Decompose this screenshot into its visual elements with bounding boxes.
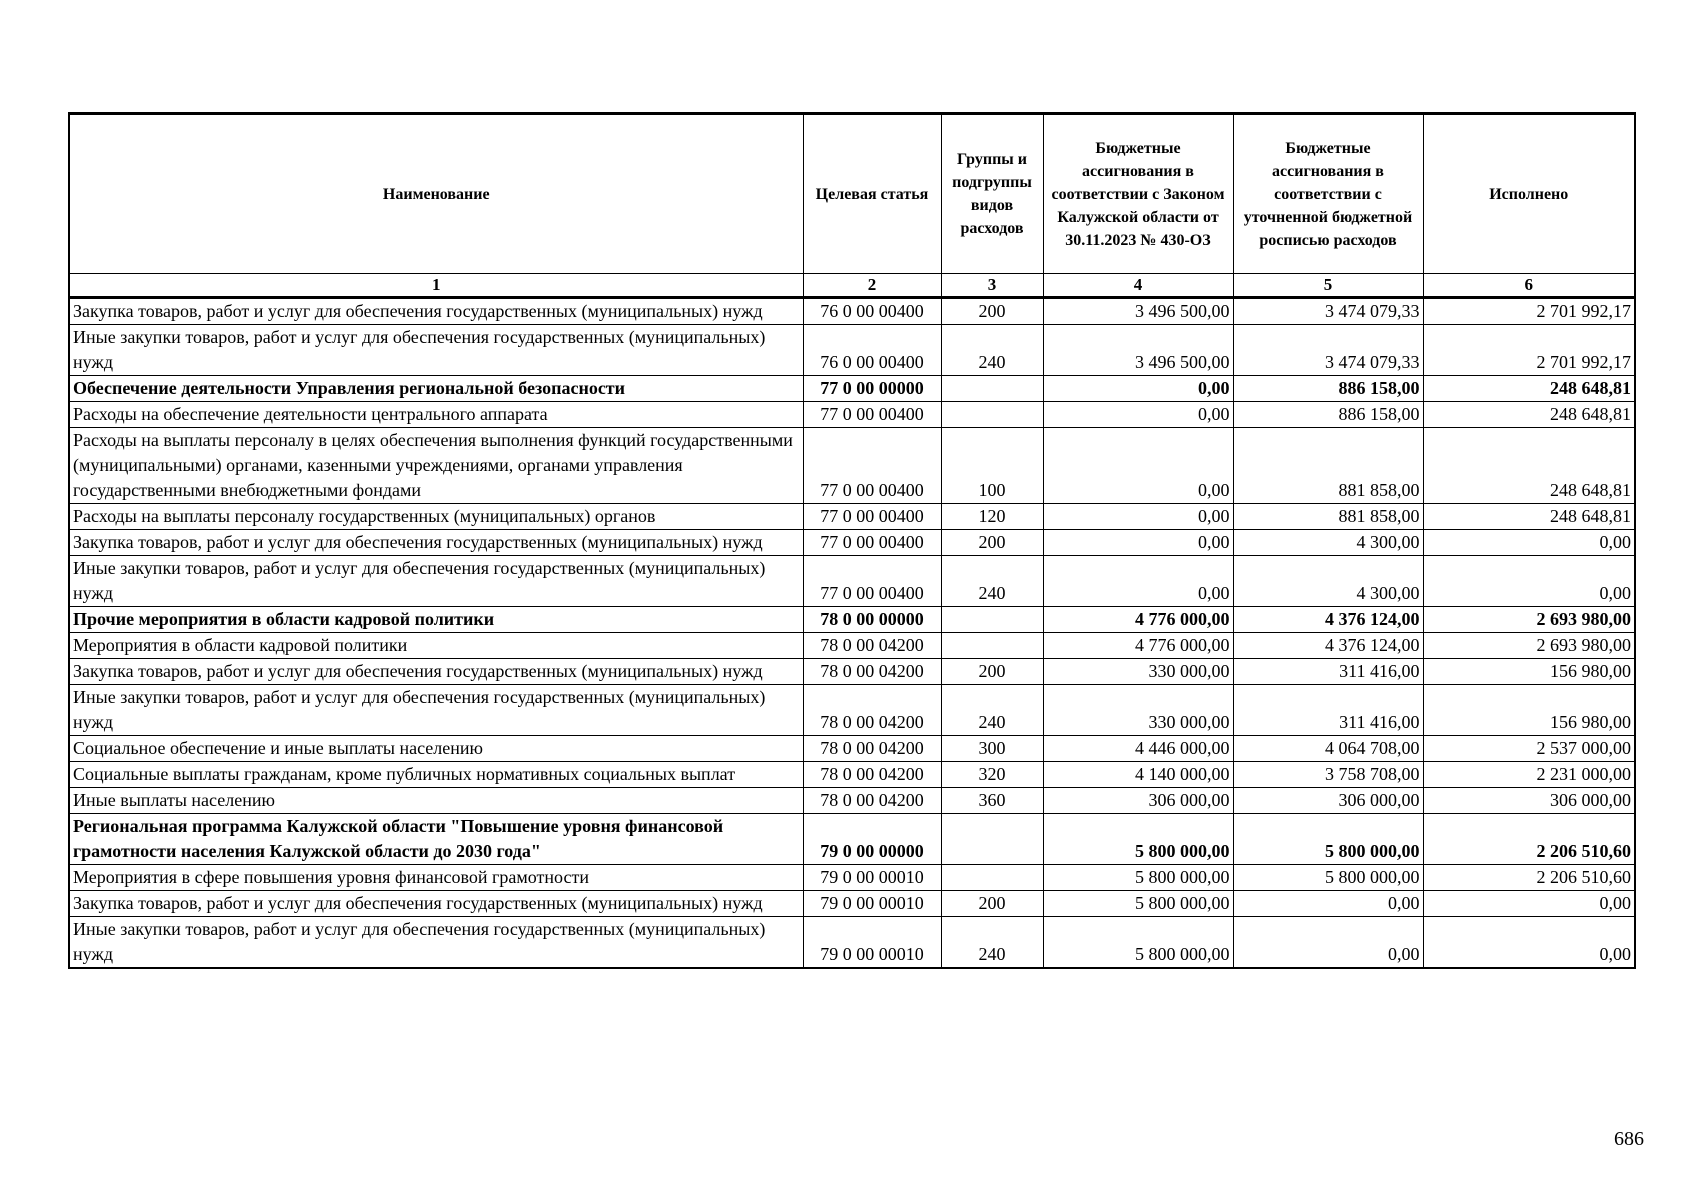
cell-target-article: 79 0 00 00010 (803, 891, 941, 917)
cell-executed: 2 537 000,00 (1423, 736, 1635, 762)
cell-name: Мероприятия в области кадровой политики (69, 633, 803, 659)
cell-expense-group (941, 633, 1043, 659)
cell-target-article: 78 0 00 04200 (803, 788, 941, 814)
column-number: 2 (803, 274, 941, 298)
cell-refined-allocation: 5 800 000,00 (1233, 814, 1423, 865)
cell-name: Социальные выплаты гражданам, кроме публичных нормативных социальных выплат (69, 762, 803, 788)
cell-name: Расходы на выплаты персоналу в целях обеспечения выполнения функций государственными (муниципальными) органами, казенными учреждениями, органами управления государственными внебюджетными фондами (69, 428, 803, 504)
cell-law-allocation: 5 800 000,00 (1043, 891, 1233, 917)
cell-target-article: 78 0 00 04200 (803, 659, 941, 685)
column-number-row (69, 274, 1635, 298)
table-row (69, 376, 1635, 402)
page-number: 686 (1614, 1128, 1644, 1150)
table-row (69, 917, 1635, 969)
cell-target-article: 79 0 00 00010 (803, 917, 941, 969)
cell-expense-group: 120 (941, 504, 1043, 530)
cell-name: Социальное обеспечение и иные выплаты населению (69, 736, 803, 762)
cell-refined-allocation: 3 474 079,33 (1233, 325, 1423, 376)
cell-law-allocation: 0,00 (1043, 376, 1233, 402)
header-name: Наименование (69, 114, 803, 274)
cell-refined-allocation: 886 158,00 (1233, 376, 1423, 402)
cell-target-article: 78 0 00 04200 (803, 736, 941, 762)
cell-refined-allocation: 311 416,00 (1233, 685, 1423, 736)
cell-target-article: 77 0 00 00400 (803, 428, 941, 504)
table-row (69, 865, 1635, 891)
cell-expense-group: 200 (941, 298, 1043, 325)
cell-law-allocation: 4 776 000,00 (1043, 607, 1233, 633)
cell-name: Закупка товаров, работ и услуг для обеспечения государственных (муниципальных) нужд (69, 659, 803, 685)
cell-law-allocation: 330 000,00 (1043, 685, 1233, 736)
table-row (69, 504, 1635, 530)
cell-law-allocation: 5 800 000,00 (1043, 814, 1233, 865)
cell-name: Закупка товаров, работ и услуг для обеспечения государственных (муниципальных) нужд (69, 298, 803, 325)
cell-expense-group: 200 (941, 891, 1043, 917)
table-body (69, 298, 1635, 969)
cell-law-allocation: 306 000,00 (1043, 788, 1233, 814)
cell-target-article: 76 0 00 00400 (803, 298, 941, 325)
cell-target-article: 79 0 00 00000 (803, 814, 941, 865)
cell-executed: 2 693 980,00 (1423, 607, 1635, 633)
cell-name: Мероприятия в сфере повышения уровня финансовой грамотности (69, 865, 803, 891)
cell-name: Иные закупки товаров, работ и услуг для обеспечения государственных (муниципальных) нужд (69, 556, 803, 607)
cell-target-article: 76 0 00 00400 (803, 325, 941, 376)
cell-refined-allocation: 306 000,00 (1233, 788, 1423, 814)
cell-executed: 156 980,00 (1423, 659, 1635, 685)
cell-expense-group: 240 (941, 556, 1043, 607)
cell-law-allocation: 4 776 000,00 (1043, 633, 1233, 659)
column-number: 3 (941, 274, 1043, 298)
cell-law-allocation: 5 800 000,00 (1043, 865, 1233, 891)
cell-expense-group: 240 (941, 325, 1043, 376)
cell-target-article: 78 0 00 04200 (803, 685, 941, 736)
cell-target-article: 78 0 00 04200 (803, 633, 941, 659)
header-target-article: Целевая статья (803, 114, 941, 274)
cell-law-allocation: 0,00 (1043, 504, 1233, 530)
cell-refined-allocation: 886 158,00 (1233, 402, 1423, 428)
table-row (69, 814, 1635, 865)
cell-name: Иные выплаты населению (69, 788, 803, 814)
cell-refined-allocation: 881 858,00 (1233, 428, 1423, 504)
column-number: 1 (69, 274, 803, 298)
column-number: 6 (1423, 274, 1635, 298)
table-row (69, 659, 1635, 685)
table-row (69, 736, 1635, 762)
cell-law-allocation: 0,00 (1043, 556, 1233, 607)
cell-target-article: 77 0 00 00400 (803, 556, 941, 607)
cell-name: Обеспечение деятельности Управления региональной безопасности (69, 376, 803, 402)
cell-executed: 156 980,00 (1423, 685, 1635, 736)
cell-target-article: 77 0 00 00400 (803, 504, 941, 530)
cell-name: Закупка товаров, работ и услуг для обеспечения государственных (муниципальных) нужд (69, 530, 803, 556)
table-row (69, 428, 1635, 504)
table-row (69, 298, 1635, 325)
cell-executed: 248 648,81 (1423, 402, 1635, 428)
column-number: 4 (1043, 274, 1233, 298)
cell-expense-group (941, 814, 1043, 865)
cell-refined-allocation: 4 376 124,00 (1233, 633, 1423, 659)
cell-executed: 2 206 510,60 (1423, 814, 1635, 865)
cell-law-allocation: 4 140 000,00 (1043, 762, 1233, 788)
cell-refined-allocation: 4 300,00 (1233, 530, 1423, 556)
cell-target-article: 77 0 00 00000 (803, 376, 941, 402)
table-row (69, 788, 1635, 814)
header-executed: Исполнено (1423, 114, 1635, 274)
cell-name: Иные закупки товаров, работ и услуг для обеспечения государственных (муниципальных) нужд (69, 325, 803, 376)
cell-name: Иные закупки товаров, работ и услуг для обеспечения государственных (муниципальных) нужд (69, 685, 803, 736)
cell-law-allocation: 0,00 (1043, 402, 1233, 428)
cell-executed: 2 231 000,00 (1423, 762, 1635, 788)
cell-refined-allocation: 4 300,00 (1233, 556, 1423, 607)
cell-expense-group: 320 (941, 762, 1043, 788)
cell-executed: 0,00 (1423, 530, 1635, 556)
cell-expense-group (941, 607, 1043, 633)
header-law-allocations: Бюджетные ассигнования в соответствии с Законом Калужской области от 30.11.2023 № 430-ОЗ (1043, 114, 1233, 274)
table-row (69, 891, 1635, 917)
cell-law-allocation: 3 496 500,00 (1043, 325, 1233, 376)
cell-refined-allocation: 0,00 (1233, 917, 1423, 969)
cell-expense-group: 300 (941, 736, 1043, 762)
cell-refined-allocation: 0,00 (1233, 891, 1423, 917)
cell-name: Расходы на обеспечение деятельности центрального аппарата (69, 402, 803, 428)
cell-executed: 248 648,81 (1423, 428, 1635, 504)
budget-table (68, 112, 1636, 969)
cell-target-article: 77 0 00 00400 (803, 402, 941, 428)
cell-executed: 2 701 992,17 (1423, 325, 1635, 376)
cell-expense-group: 360 (941, 788, 1043, 814)
cell-executed: 0,00 (1423, 891, 1635, 917)
cell-law-allocation: 0,00 (1043, 530, 1233, 556)
cell-law-allocation: 4 446 000,00 (1043, 736, 1233, 762)
cell-refined-allocation: 881 858,00 (1233, 504, 1423, 530)
cell-expense-group (941, 376, 1043, 402)
cell-expense-group: 240 (941, 917, 1043, 969)
column-number: 5 (1233, 274, 1423, 298)
cell-expense-group: 200 (941, 530, 1043, 556)
cell-law-allocation: 0,00 (1043, 428, 1233, 504)
header-refined-allocations: Бюджетные ассигнования в соответствии с уточненной бюджетной росписью расходов (1233, 114, 1423, 274)
cell-name: Региональная программа Калужской области "Повышение уровня финансовой грамотности населения Калужской области до 2030 года" (69, 814, 803, 865)
cell-name: Прочие мероприятия в области кадровой политики (69, 607, 803, 633)
header-row (69, 114, 1635, 274)
cell-expense-group (941, 865, 1043, 891)
cell-executed: 0,00 (1423, 556, 1635, 607)
cell-executed: 306 000,00 (1423, 788, 1635, 814)
cell-expense-group (941, 402, 1043, 428)
cell-law-allocation: 5 800 000,00 (1043, 917, 1233, 969)
header-expense-groups: Группы и подгруппы видов расходов (941, 114, 1043, 274)
cell-name: Закупка товаров, работ и услуг для обеспечения государственных (муниципальных) нужд (69, 891, 803, 917)
table-row (69, 762, 1635, 788)
cell-executed: 2 701 992,17 (1423, 298, 1635, 325)
cell-law-allocation: 3 496 500,00 (1043, 298, 1233, 325)
cell-name: Иные закупки товаров, работ и услуг для обеспечения государственных (муниципальных) нужд (69, 917, 803, 969)
cell-refined-allocation: 4 376 124,00 (1233, 607, 1423, 633)
cell-executed: 2 693 980,00 (1423, 633, 1635, 659)
cell-target-article: 78 0 00 00000 (803, 607, 941, 633)
cell-refined-allocation: 3 474 079,33 (1233, 298, 1423, 325)
table-row (69, 556, 1635, 607)
cell-executed: 248 648,81 (1423, 376, 1635, 402)
cell-expense-group: 240 (941, 685, 1043, 736)
cell-refined-allocation: 4 064 708,00 (1233, 736, 1423, 762)
cell-refined-allocation: 3 758 708,00 (1233, 762, 1423, 788)
table-row (69, 633, 1635, 659)
cell-expense-group: 200 (941, 659, 1043, 685)
table-row (69, 402, 1635, 428)
cell-target-article: 79 0 00 00010 (803, 865, 941, 891)
cell-executed: 248 648,81 (1423, 504, 1635, 530)
cell-executed: 2 206 510,60 (1423, 865, 1635, 891)
cell-name: Расходы на выплаты персоналу государственных (муниципальных) органов (69, 504, 803, 530)
cell-executed: 0,00 (1423, 917, 1635, 969)
cell-target-article: 77 0 00 00400 (803, 530, 941, 556)
cell-refined-allocation: 311 416,00 (1233, 659, 1423, 685)
table-row (69, 325, 1635, 376)
cell-refined-allocation: 5 800 000,00 (1233, 865, 1423, 891)
cell-expense-group: 100 (941, 428, 1043, 504)
cell-target-article: 78 0 00 04200 (803, 762, 941, 788)
table-row (69, 685, 1635, 736)
table-row (69, 530, 1635, 556)
cell-law-allocation: 330 000,00 (1043, 659, 1233, 685)
table-row (69, 607, 1635, 633)
